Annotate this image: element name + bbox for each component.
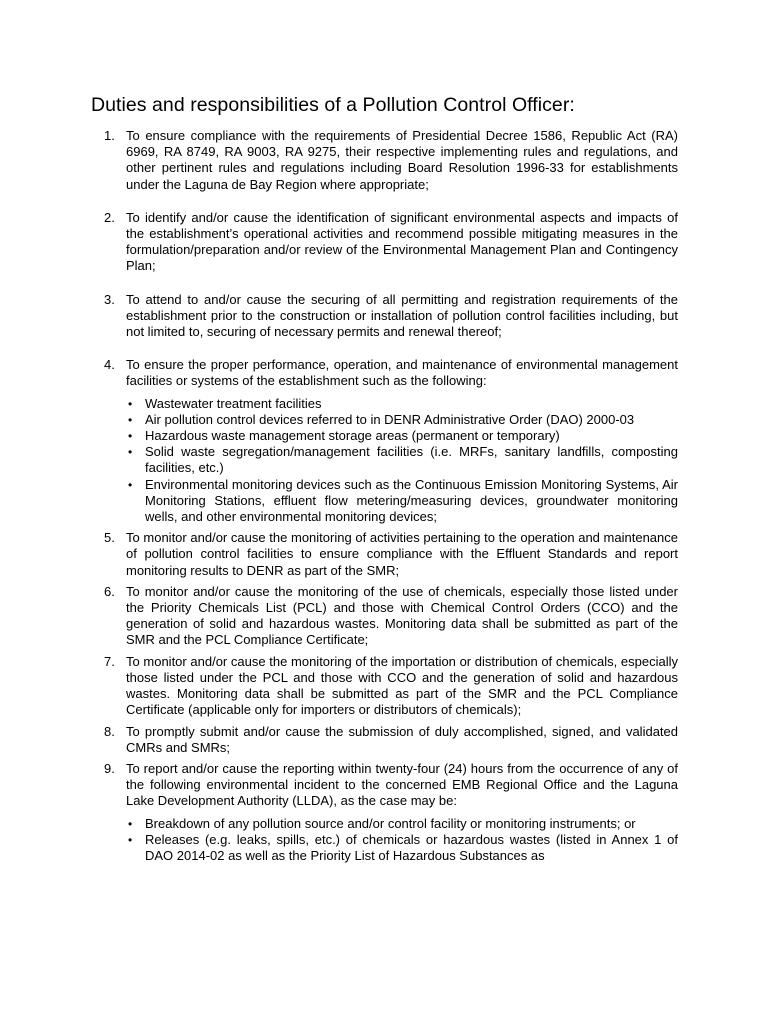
- duty-number: 8.: [104, 723, 115, 739]
- duty-number: 6.: [104, 583, 115, 599]
- bullet-item: [126, 428, 678, 444]
- duties-list: [91, 128, 678, 864]
- bullet-icon: •: [128, 477, 133, 492]
- bullet-item: [126, 832, 678, 864]
- bullet-item: [126, 396, 678, 412]
- bullet-item: [126, 444, 678, 476]
- bullet-icon: •: [128, 832, 133, 847]
- duty-text: To promptly submit and/or cause the submission of duly accomplished, signed, and validated CMRs and SMRs;: [126, 723, 678, 755]
- duty-item-1: [91, 128, 678, 193]
- bullet-icon: •: [128, 816, 133, 831]
- bullet-item: [126, 477, 678, 526]
- bullet-text: Air pollution control devices referred to in DENR Administrative Order (DAO) 2000-03: [145, 411, 635, 427]
- document-title: Duties and responsibilities of a Pollution Control Officer:: [91, 94, 575, 116]
- bullet-icon: •: [128, 412, 133, 427]
- bullet-item: [126, 412, 678, 428]
- duty-text: To monitor and/or cause the monitoring of the use of chemicals, especially those listed under the Priority Chemicals List (PCL) and those with Chemical Control Orders (CCO) and the generation of solid and hazardous wastes. Monitoring data shall be submitted as part of the SMR and the PCL Compliance Certificate;: [126, 583, 678, 648]
- duty-number: 4.: [104, 357, 115, 373]
- bullet-icon: •: [128, 429, 133, 444]
- duty-item-6: [91, 584, 678, 649]
- incident-bullet-list: [126, 816, 678, 865]
- duty-number: 1.: [104, 128, 115, 143]
- duty-text: To identify and/or cause the identification of significant environmental aspects and impacts of the establishment’s operational activities and recommend possible mitigating measures in the formulation/preparation and/or review of the Environmental Management Plan and Contingency Plan;: [126, 209, 678, 274]
- bullet-item: [126, 816, 678, 832]
- duty-number: 2.: [104, 209, 115, 225]
- bullet-text: Solid waste segregation/management facilities (i.e. MRFs, sanitary landfills, composting facilities, etc.): [145, 444, 678, 476]
- duty-text: To monitor and/or cause the monitoring of activities pertaining to the operation and maintenance of pollution control facilities to ensure compliance with the Effluent Standards and report monitoring results to DENR as part of the SMR;: [126, 530, 678, 578]
- duty-text: To ensure compliance with the requirements of Presidential Decree 1586, Republic Act (RA) 6969, RA 8749, RA 9003, RA 9275, their respective implementing rules and regulations, and other pertinent rules and regulations including Board Resolution 1996-33 for establishments under the Laguna de Bay Region where appropriate;: [126, 128, 678, 192]
- bullet-text: Breakdown of any pollution source and/or control facility or monitoring instruments; or: [145, 815, 636, 831]
- duty-item-4: [91, 357, 678, 525]
- duty-item-3: [91, 292, 678, 341]
- facility-bullet-list: [126, 396, 678, 526]
- duty-item-8: [91, 724, 678, 756]
- duty-number: 5.: [104, 530, 115, 546]
- duty-text: To ensure the proper performance, operation, and maintenance of environmental management facilities or systems of the establishment such as the following:: [126, 357, 678, 389]
- duty-number: 9.: [104, 760, 115, 776]
- duty-number: 7.: [104, 653, 115, 669]
- duty-number: 3.: [104, 291, 115, 307]
- duty-text: To monitor and/or cause the monitoring of the importation or distribution of chemicals, especially those listed under the PCL and those with CCO and the generation of solid and hazardous wastes. Monitoring data shall be submitted as part of the SMR and the PCL Compliance Certificate (applicable only for importers or distributors of chemicals);: [126, 653, 678, 718]
- bullet-text: Environmental monitoring devices such as the Continuous Emission Monitoring Systems, Air Monitoring Stations, effluent flow metering/measuring devices, groundwater monitoring wells, and other environmental monitoring devices;: [145, 476, 678, 525]
- bullet-icon: •: [128, 396, 133, 411]
- bullet-icon: •: [128, 445, 133, 460]
- duty-item-2: [91, 210, 678, 275]
- duty-item-7: [91, 654, 678, 719]
- duty-item-9: [91, 761, 678, 864]
- duty-text: To attend to and/or cause the securing of all permitting and registration requirements of the establishment prior to the construction or installation of pollution control facilities including, but not limited to, securing of necessary permits and renewal thereof;: [126, 291, 678, 340]
- bullet-text: Hazardous waste management storage areas (permanent or temporary): [145, 428, 560, 444]
- bullet-text: Releases (e.g. leaks, spills, etc.) of chemicals or hazardous wastes (listed in Annex 1 of DAO 2014-02 as well as the Priority List of Hazardous Substances as: [145, 831, 678, 863]
- duty-item-5: [91, 530, 678, 579]
- duty-text: To report and/or cause the reporting within twenty-four (24) hours from the occurrence of any of the following environmental incident to the concerned EMB Regional Office and the Laguna Lake Development Authority (LLDA), as the case may be:: [126, 760, 678, 809]
- bullet-text: Wastewater treatment facilities: [145, 395, 322, 411]
